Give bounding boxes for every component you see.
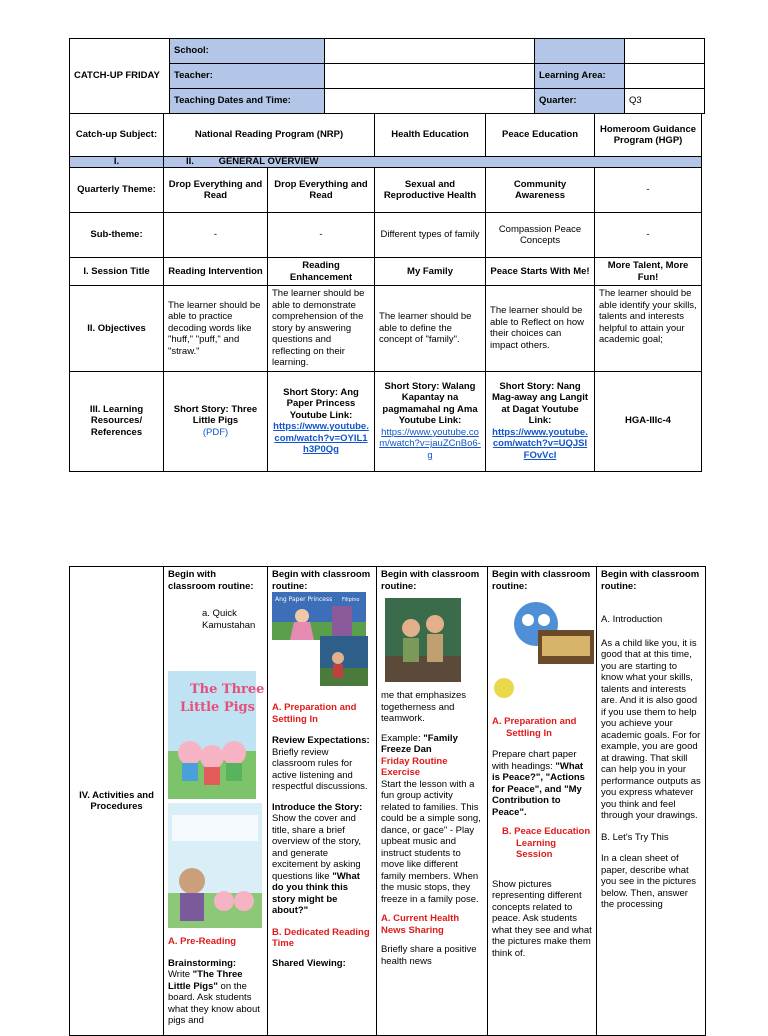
body-text: Show pictures representing different concepts related to peace. Ask students what they see and what the pictures make them think of.	[492, 878, 592, 959]
pdf-link[interactable]: (PDF)	[202, 426, 229, 438]
session-cell: More Talent, More Fun!	[595, 258, 702, 286]
column-peace: Peace Education	[486, 114, 595, 157]
subtheme-cell: -	[164, 213, 268, 258]
list-item: a. Quick Kamustahan	[202, 608, 256, 631]
objective-cell: The learner should be able to define the concept of "family".	[375, 286, 486, 372]
quarterly-cell: -	[595, 168, 702, 213]
resource-cell	[486, 371, 595, 471]
routine-heading: Begin with classroom routine:	[601, 569, 700, 592]
video-thumbnails	[272, 592, 372, 688]
column-health: Health Education	[375, 114, 486, 157]
activity-peace	[488, 567, 597, 1036]
school-value[interactable]	[325, 39, 535, 64]
introduction-heading: A. Introduction	[601, 614, 663, 625]
objective-cell: The learner should be able to practice decoding words like "huff," "puff," and "straw."	[164, 286, 268, 372]
activity-nrp-2	[268, 567, 377, 1036]
family-image	[385, 598, 461, 682]
pre-reading-heading: A. Pre-Reading	[168, 936, 237, 947]
story-page-image	[168, 803, 262, 928]
text-run: Write	[168, 969, 193, 980]
text-run: Introduce the Story:	[272, 801, 363, 813]
learning-area-value[interactable]	[625, 64, 705, 89]
quarter-value: Q3	[625, 89, 705, 114]
resource-title: Short Story: Nang Mag-away ang Langit at Dagat Youtube Link:	[491, 380, 589, 427]
quarterly-cell: Sexual and Reproductive Health	[375, 168, 486, 213]
subtheme-cell: Compassion Peace Concepts	[486, 213, 595, 258]
chart-paper-text	[492, 749, 592, 818]
text-run: Example:	[381, 732, 424, 744]
youtube-link[interactable]: https://www.youtube.com/watch?v=jauZCnBo6-g	[379, 426, 481, 461]
general-overview-title: GENERAL OVERVIEW	[218, 156, 319, 167]
paper-princess-thumbnail[interactable]	[272, 592, 366, 640]
subtheme-cell: -	[595, 213, 702, 258]
brainstorming-text	[168, 969, 263, 1027]
session-cell: Peace Starts With Me!	[486, 258, 595, 286]
kalangitan-cartoon-image	[492, 592, 596, 702]
youtube-link[interactable]: https://www.youtube.com/watch?v=UQJSIFOvVcl	[492, 426, 588, 461]
text-run: "What do you think this story might be about?"	[272, 870, 360, 916]
resource-title: Short Story: Three Little Pigs	[173, 403, 258, 427]
overview-table	[69, 113, 702, 472]
review-label: Review Expectations:	[272, 735, 370, 746]
video-still-image[interactable]	[320, 636, 368, 686]
peace-session-heading: B. Peace Education Learning Session	[502, 826, 591, 860]
text-run: Show the cover and title, share a brief overview of the story, and generate excitement by asking questions like	[272, 813, 362, 882]
school-label: School:	[170, 39, 325, 64]
text-run: "What is Peace?", "Actions for Peace", and "My Contribution to Peace".	[492, 760, 585, 818]
routine-heading: Begin with classroom routine:	[168, 569, 254, 592]
session-cell: Reading Enhancement	[268, 258, 375, 286]
quarterly-cell: Community Awareness	[486, 168, 595, 213]
section-one: I.	[70, 157, 164, 168]
activity-hgp	[597, 567, 706, 1036]
resource-cell	[164, 371, 268, 471]
resource-cell	[375, 371, 486, 471]
routine-heading: Begin with classroom routine:	[272, 569, 371, 592]
body-text: In a clean sheet of paper, describe what you see in the pictures below. Then, answer the processing	[601, 853, 697, 910]
dates-value[interactable]	[325, 89, 535, 114]
quarterly-cell: Drop Everything and Read	[268, 168, 375, 213]
resource-title: Short Story: Ang Paper Princess Youtube Link:	[283, 386, 359, 421]
brainstorming-label: Brainstorming:	[168, 957, 237, 969]
body-text: Briefly share a positive health news	[381, 944, 477, 967]
shared-viewing-label: Shared Viewing:	[272, 957, 346, 969]
subtheme-cell: Different types of family	[375, 213, 486, 258]
activities-table	[69, 566, 706, 1036]
objective-cell: The learner should be able identify your skills, talents and interests helpful to attain your academic goal;	[595, 286, 702, 372]
review-text: Briefly review classroom rules for active listening and respectful discussions.	[272, 746, 368, 792]
text-run: "The Three Little Pigs"	[168, 969, 243, 992]
blank-cell	[535, 39, 625, 64]
thumbnail-tag: Filipino	[342, 597, 360, 603]
activity-nrp-1	[164, 567, 268, 1036]
session-label: I. Session Title	[70, 258, 164, 286]
session-cell: Reading Intervention	[164, 258, 268, 286]
learning-area-label: Learning Area:	[535, 64, 625, 89]
column-hgp: Homeroom Guidance Program (HGP)	[595, 114, 702, 157]
text-run: on the board. Ask students what they know about pigs and	[168, 980, 260, 1026]
body-text: Start the lesson with a fun group activity related to families. This could be a simple song, dance, or gace" - Play upbeat music and instruct students to move like different family members. When the music stops, they freeze in a family pose.	[381, 778, 481, 905]
activities-label: IV. Activities and Procedures	[70, 567, 164, 1036]
objective-cell: The learner should be able to Reflect on how their choices can impact others.	[486, 286, 595, 372]
quarterly-cell: Drop Everything and Read	[164, 168, 268, 213]
routine-heading: Begin with classroom routine:	[492, 569, 591, 592]
resource-code: HGA-IIIc-4	[595, 371, 702, 471]
column-nrp: National Reading Program (NRP)	[164, 114, 375, 157]
teacher-value[interactable]	[325, 64, 535, 89]
book-title-line: The Three	[190, 682, 265, 697]
section-two: II.	[186, 156, 194, 167]
objectives-label: II. Objectives	[70, 286, 164, 372]
resource-cell	[268, 371, 375, 471]
subtheme-label: Sub-theme:	[70, 213, 164, 258]
three-little-pigs-cover-image	[168, 671, 265, 799]
preparation-heading: A. Preparation and Settling In	[492, 716, 577, 739]
routine-heading: Begin with classroom routine:	[381, 569, 480, 592]
header-table	[69, 38, 705, 114]
resource-title: Short Story: Walang Kapantay na pagmamahal ng Ama Youtube Link:	[382, 380, 478, 427]
youtube-link[interactable]: https://www.youtube.com/watch?v=OYIL1h3P0Qg	[273, 421, 369, 455]
routine-exercise-heading: Friday Routine Exercise	[381, 755, 448, 778]
reading-time-heading: B. Dedicated Reading Time	[272, 926, 370, 949]
resources-label: III. Learning Resources/ References	[70, 371, 164, 471]
teacher-label: Teacher:	[170, 64, 325, 89]
general-overview-heading	[164, 157, 702, 168]
try-heading: B. Let's Try This	[601, 831, 669, 843]
body-text: me that emphasizes togetherness and teamwork.	[381, 690, 467, 724]
text-run: "Family Freeze Dan	[381, 732, 458, 755]
session-cell: My Family	[375, 258, 486, 286]
quarter-label: Quarter:	[535, 89, 625, 114]
thumbnail-caption: Ang Paper Princess	[275, 596, 333, 603]
book-title-line: Little Pigs	[180, 700, 255, 715]
subject-label: Catch-up Subject:	[70, 114, 164, 157]
blank-cell	[625, 39, 705, 64]
body-text: As a child like you, it is good that at this time, you are starting to know what your skills, talents and interests are. And it is also good if you use them to help you achieve your academic goals. For for example, you are good at drawing. That skill can help you in your performance outputs as you express whatever you think and feel through your drawings.	[601, 637, 701, 821]
dates-label: Teaching Dates and Time:	[170, 89, 325, 114]
text-run: Prepare chart paper with headings:	[492, 749, 577, 772]
catchup-title: CATCH-UP FRIDAY	[70, 39, 170, 114]
preparation-heading: A. Preparation and Settling In	[272, 702, 357, 725]
objective-cell: The learner should be able to demonstrate comprehension of the story by answering questions and reflecting on their learning.	[268, 286, 375, 372]
example-text	[381, 733, 483, 756]
activity-health	[377, 567, 488, 1036]
introduce-story-text	[272, 802, 372, 917]
subtheme-cell: -	[268, 213, 375, 258]
quarterly-label: Quarterly Theme:	[70, 168, 164, 213]
health-news-heading: A. Current Health News Sharing	[381, 913, 460, 936]
